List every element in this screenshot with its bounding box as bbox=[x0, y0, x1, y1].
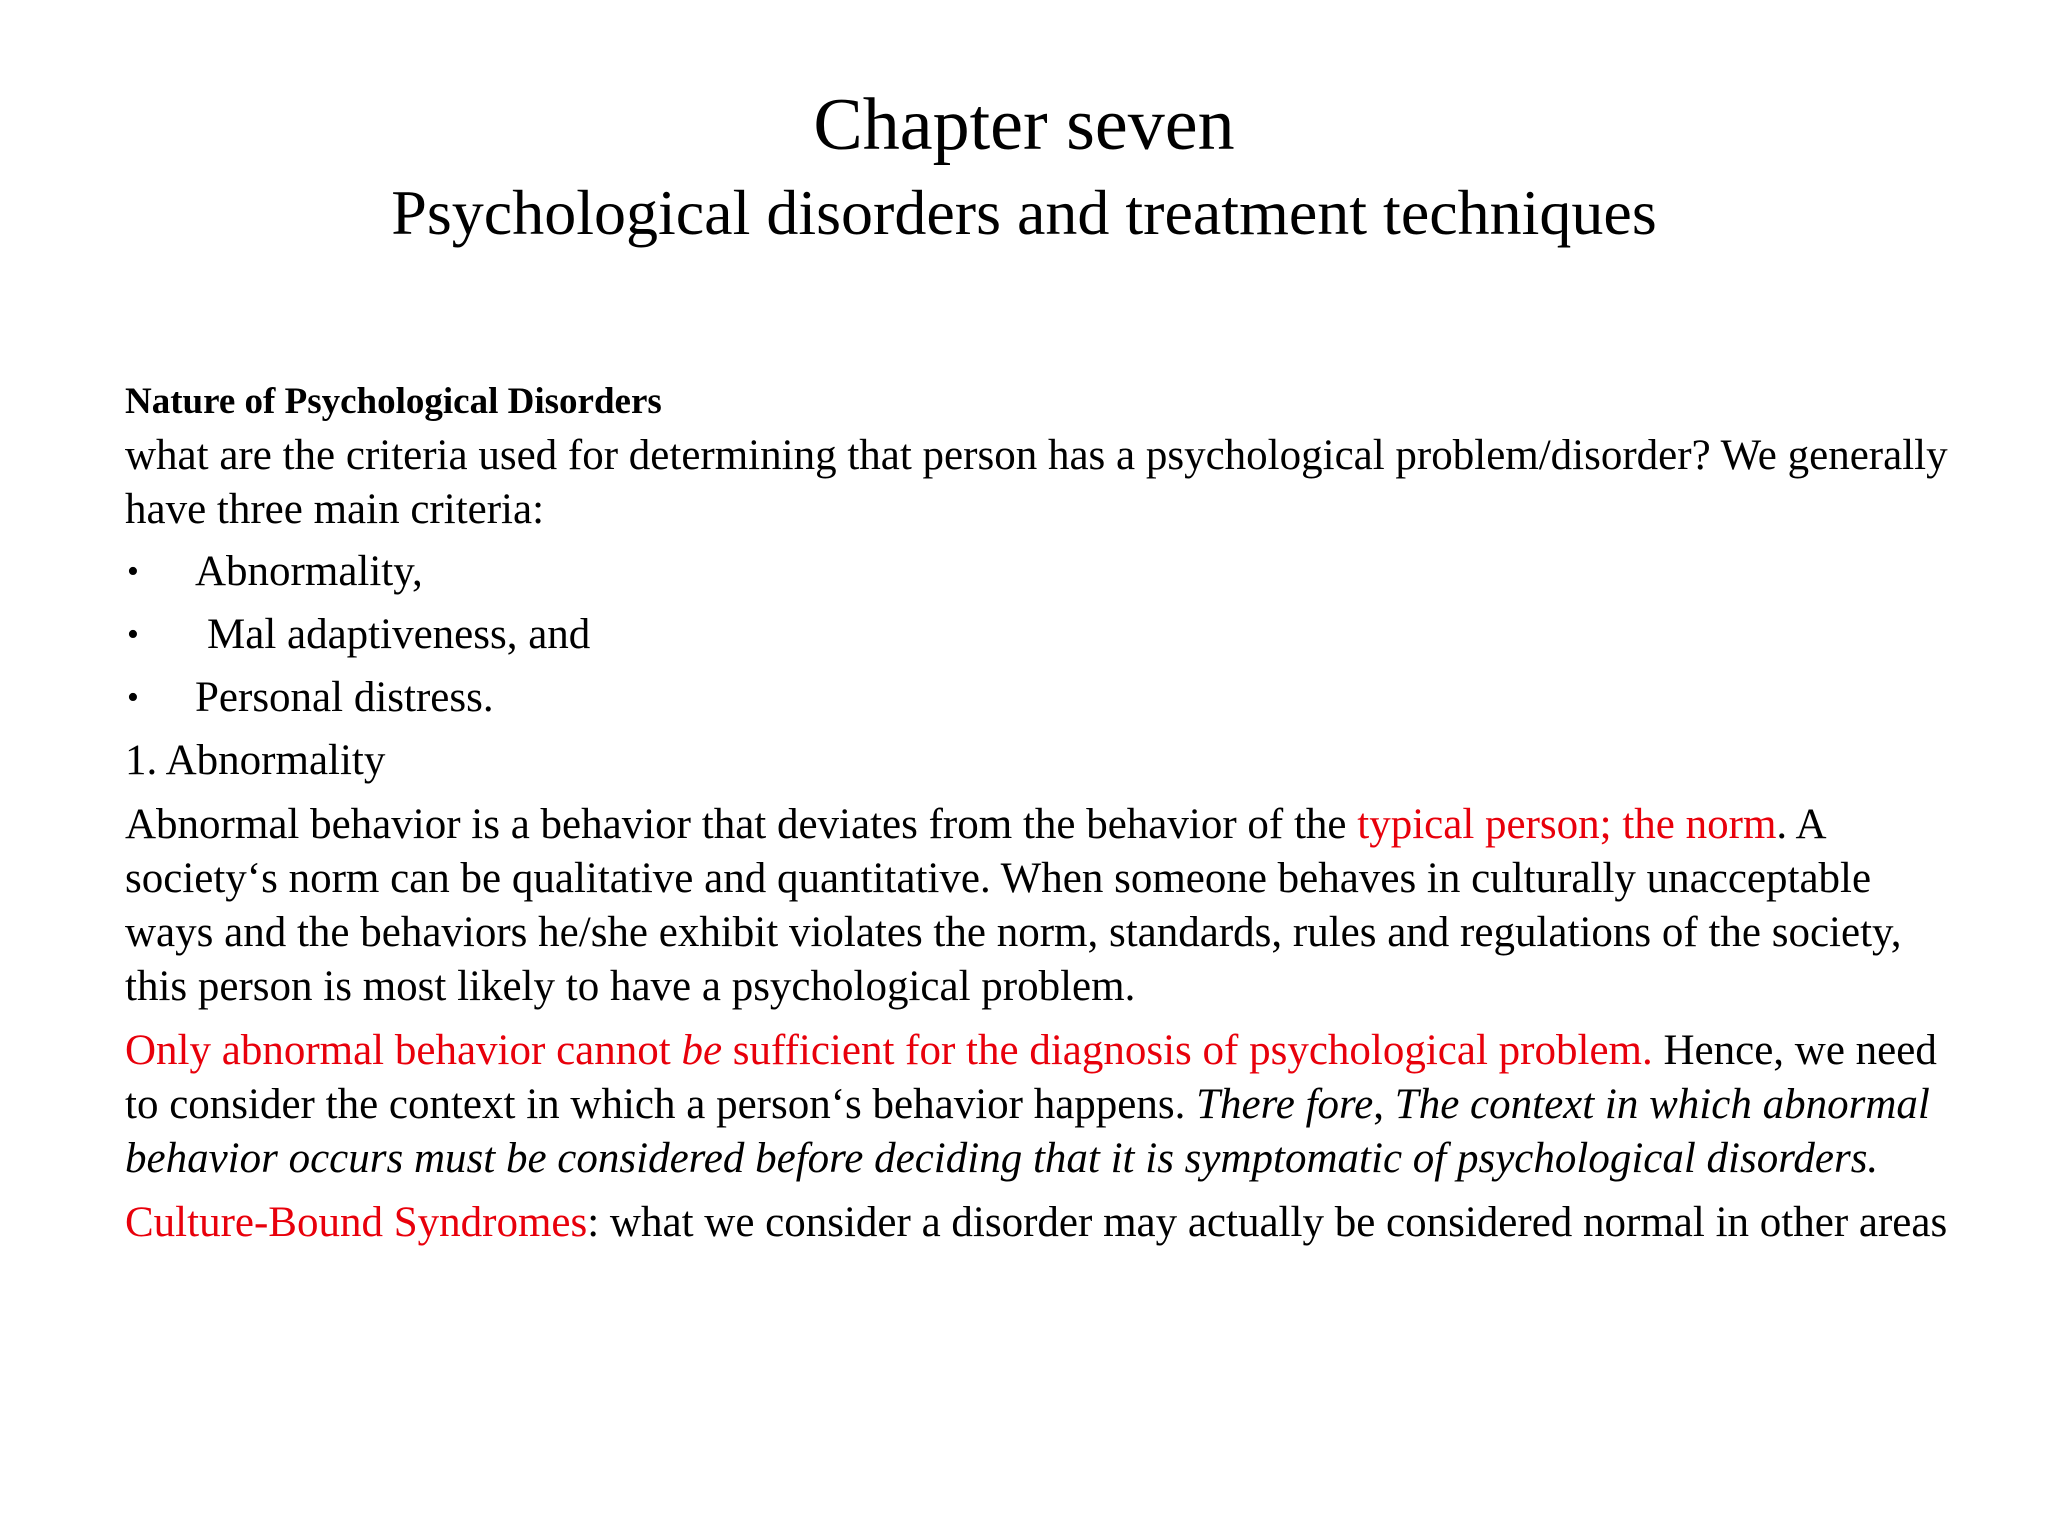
paragraph-text: . A society‘s norm can be qualitative and quantitative. When someone behaves in culturally unacceptable ways and the behaviors he/she exhibit violates the norm, standards, rules and regulations of the society, this person is most likely to have a psychological problem. bbox=[125, 801, 1902, 1010]
criterion-label: Personal distress. bbox=[195, 674, 494, 721]
paragraph-text: , bbox=[1373, 1081, 1395, 1128]
paragraph-text: Hence, we need to consider the context in which a person‘s behavior happens. bbox=[125, 1027, 1937, 1128]
section-heading: Nature of Psychological Disorders bbox=[125, 381, 662, 422]
highlighted-statement: Only abnormal behavior cannot bbox=[125, 1027, 682, 1074]
context-paragraph bbox=[125, 1024, 1965, 1186]
criterion-label: Abnormality, bbox=[195, 548, 423, 595]
chapter-subtitle: Psychological disorders and treatment techniques bbox=[391, 177, 1657, 248]
culture-paragraph bbox=[125, 1196, 1965, 1250]
highlighted-term: Culture-Bound Syndromes bbox=[125, 1199, 588, 1246]
paragraph-text: : what we consider a disorder may actually be considered normal in other areas bbox=[587, 1199, 1948, 1246]
list-item bbox=[125, 608, 1965, 671]
intro-paragraph: what are the criteria used for determining that person has a psychological problem/disorder? We generally have three main criteria: bbox=[125, 432, 1948, 533]
bullet-icon: • bbox=[127, 679, 139, 716]
slide-body bbox=[125, 375, 1965, 1250]
criteria-list bbox=[125, 545, 1965, 734]
highlighted-statement: sufficient for the diagnosis of psychological problem. bbox=[722, 1027, 1653, 1074]
list-item bbox=[125, 545, 1965, 608]
paragraph-text: Abnormal behavior is a behavior that deviates from the behavior of the bbox=[125, 801, 1358, 848]
highlighted-term: typical person; the norm bbox=[1357, 801, 1777, 848]
list-item bbox=[125, 671, 1965, 734]
bullet-icon: • bbox=[127, 553, 139, 590]
criterion-label: Mal adaptiveness, and bbox=[207, 611, 591, 658]
italic-text: The context in which abnormal behavior occurs must be considered before deciding that it is symptomatic of psychological disorders. bbox=[125, 1081, 1930, 1182]
abnormal-behavior-paragraph bbox=[125, 798, 1965, 1014]
italic-text: There fore bbox=[1196, 1081, 1374, 1128]
subheading-abnormality: 1. Abnormality bbox=[125, 737, 386, 784]
chapter-title: Chapter seven bbox=[813, 84, 1235, 166]
bullet-icon: • bbox=[127, 616, 139, 653]
highlighted-italic-word: be bbox=[681, 1027, 723, 1074]
